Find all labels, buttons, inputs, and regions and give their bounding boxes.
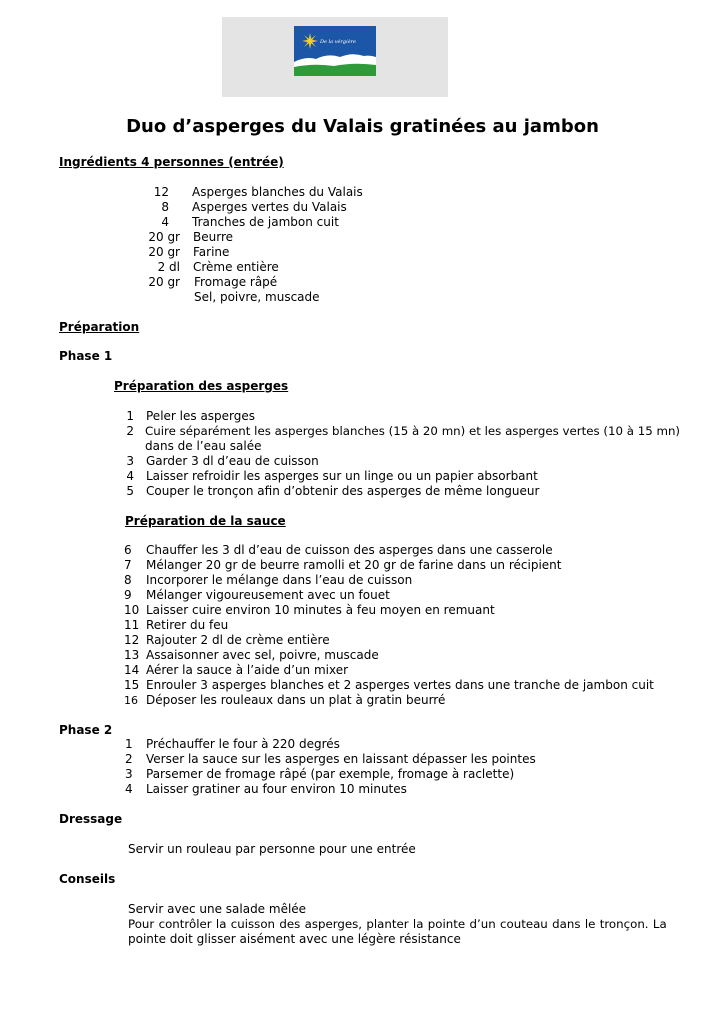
step-number: 6 [124, 543, 132, 557]
ingredient-qty: 20 gr [148, 245, 180, 259]
step-text: Chauffer les 3 dl d’eau de cuisson des asperges dans une casserole [146, 543, 553, 557]
step-text: Laisser gratiner au four environ 10 minutes [146, 782, 407, 796]
ingredients-heading: Ingrédients 4 personnes (entrée) [59, 155, 284, 169]
conseils-line: Servir avec une salade mêlée [128, 902, 307, 916]
sauce-heading: Préparation de la sauce [125, 514, 286, 528]
ingredient-name: Asperges vertes du Valais [192, 200, 347, 214]
step-text: Parsemer de fromage râpé (par exemple, fromage à raclette) [146, 767, 515, 781]
dressage-heading: Dressage [59, 812, 123, 826]
asperges-heading: Préparation des asperges [114, 379, 289, 393]
conseils-line: pointe doit glisser aisément avec une légère résistance [128, 932, 461, 946]
step-text: Peler les asperges [146, 409, 256, 423]
logo-image [294, 26, 376, 76]
step-number: 2 [126, 424, 134, 438]
conseils-heading: Conseils [59, 872, 116, 886]
ingredient-qty: 4 [161, 215, 169, 229]
conseils-line: Pour contrôler la cuisson des asperges, planter la pointe d’un couteau dans le tronçon. La [128, 917, 667, 931]
logo-text: De la vérgière [320, 39, 357, 45]
ingredient-qty: 2 dl [157, 260, 180, 274]
step-number: 1 [126, 409, 134, 423]
step-number: 9 [124, 588, 132, 602]
step-text: Retirer du feu [146, 618, 229, 632]
step-number: 12 [124, 633, 140, 647]
ingredient-name: Tranches de jambon cuit [192, 215, 339, 229]
ingredient-name: Farine [193, 245, 230, 259]
ingredient-qty: 12 [153, 185, 169, 199]
ingredient-qty: 8 [161, 200, 169, 214]
step-text: Verser la sauce sur les asperges en laissant dépasser les pointes [146, 752, 536, 766]
step-number: 11 [124, 618, 140, 632]
step-text: Déposer les rouleaux dans un plat à gratin beurré [146, 693, 446, 707]
ingredient-name: Fromage râpé [194, 275, 278, 289]
step-text: Préchauffer le four à 220 degrés [146, 737, 340, 751]
step-number: 10 [124, 603, 140, 617]
step-number: 4 [126, 469, 134, 483]
dressage-text: Servir un rouleau par personne pour une entrée [128, 842, 416, 856]
step-number: 8 [124, 573, 132, 587]
step-number: 14 [124, 663, 140, 677]
step-text: Mélanger vigoureusement avec un fouet [146, 588, 390, 602]
ingredient-name: Crème entière [193, 260, 279, 274]
ingredient-name: Beurre [193, 230, 233, 244]
step-text: Enrouler 3 asperges blanches et 2 asperges vertes dans une tranche de jambon cuit [146, 678, 654, 692]
ingredient-name: Sel, poivre, muscade [194, 290, 320, 304]
logo [222, 17, 448, 97]
preparation-heading: Préparation [59, 320, 140, 334]
step-number: 5 [126, 484, 134, 498]
step-text: Aérer la sauce à l’aide d’un mixer [146, 663, 349, 677]
step-text: Incorporer le mélange dans l’eau de cuisson [146, 573, 413, 587]
step-text-continued: dans de l’eau salée [145, 439, 262, 453]
step-text: Mélanger 20 gr de beurre ramolli et 20 gr de farine dans un récipient [146, 558, 562, 572]
step-number: 3 [126, 454, 134, 468]
ingredient-qty: 20 gr [148, 275, 180, 289]
step-number: 4 [125, 782, 133, 796]
step-number: 3 [125, 767, 133, 781]
page-title: Duo d’asperges du Valais gratinées au jambon [126, 116, 599, 137]
step-number: 16 [124, 694, 138, 707]
phase2-heading: Phase 2 [59, 723, 113, 737]
step-number: 7 [124, 558, 132, 572]
step-number: 13 [124, 648, 140, 662]
ingredient-qty: 20 gr [148, 230, 180, 244]
step-text: Cuire séparément les asperges blanches (15 à 20 mn) et les asperges vertes (10 à 15 mn) [145, 424, 681, 438]
step-text: Garder 3 dl d’eau de cuisson [146, 454, 319, 468]
step-text: Rajouter 2 dl de crème entière [146, 633, 330, 647]
step-text: Laisser cuire environ 10 minutes à feu moyen en remuant [146, 603, 495, 617]
step-text: Couper le tronçon afin d’obtenir des asperges de même longueur [146, 484, 540, 498]
step-number: 15 [124, 678, 140, 692]
step-number: 2 [125, 752, 133, 766]
phase1-heading: Phase 1 [59, 349, 113, 363]
step-text: Laisser refroidir les asperges sur un linge ou un papier absorbant [146, 469, 538, 483]
step-number: 1 [125, 737, 133, 751]
step-text: Assaisonner avec sel, poivre, muscade [146, 648, 379, 662]
ingredient-name: Asperges blanches du Valais [192, 185, 363, 199]
